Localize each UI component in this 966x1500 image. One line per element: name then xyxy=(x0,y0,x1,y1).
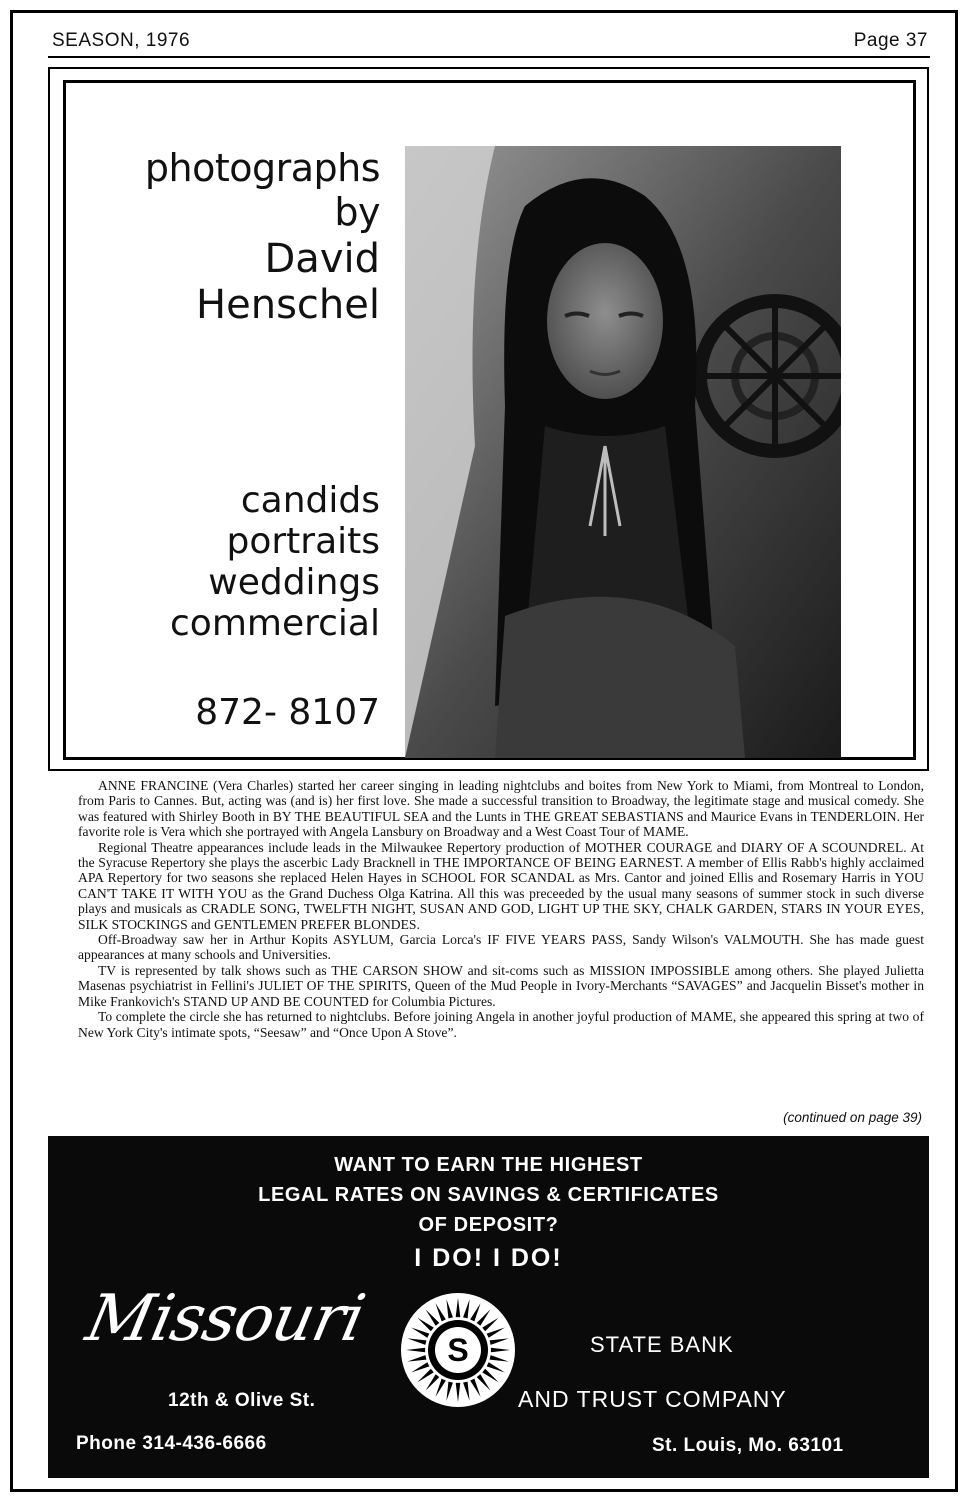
bank-ad xyxy=(48,1136,929,1478)
bio-paragraph: Regional Theatre appearances include leads in the Milwaukee Repertory production of MOTHER COURAGE and DIARY OF A SCOUNDREL. At the Syracuse Repertory she plays the ascerbic Lady Bracknell in THE IMPORTANCE OF BEING EARNEST. A member of Ellis Rabb's highly acclaimed APA Repertory for two seasons she replaced Helen Hayes in SCHOOL FOR SCANDAL as Mrs. Cantor and joined Ellis and Rosemary Harris in YOU CAN'T TAKE IT WITH YOU as the Grand Duchess Olga Katrina. All this was preceeded by the usual many seasons of summer stock in such diverse plays and musicals as CRADLE SONG, TWELFTH NIGHT, SUSAN AND GOD, LIGHT UP THE SKY, CHALK GARDEN, STARS IN YOUR EYES, SILK STOCKINGS and GENTLEMEN PREFER BLONDES. xyxy=(78,839,924,932)
bank-slogan: I DO! I DO! xyxy=(414,1244,563,1272)
bank-state-bank: STATE BANK xyxy=(590,1332,734,1357)
bank-address: 12th & Olive St. xyxy=(168,1390,316,1411)
bank-ad-question xyxy=(48,1150,929,1240)
question-line: LEGAL RATES ON SAVINGS & CERTIFICATES xyxy=(258,1184,719,1206)
photo-services-list xyxy=(90,480,380,644)
bank-phone: Phone 314-436-6666 xyxy=(76,1433,267,1454)
service-item: portraits xyxy=(226,521,380,562)
question-line: OF DEPOSIT? xyxy=(418,1214,559,1236)
actress-bio xyxy=(78,778,924,1040)
bio-paragraph: ANNE FRANCINE (Vera Charles) started her career singing in leading nightclubs and boites from New York to Miami, from Montreal to London, from Paris to Cannes. But, acting was (and is) her first love. She made a successful transition to Broadway, the legitimate stage and musical comedy. She was featured with Shirley Booth in BY THE BEAUTIFUL SEA and the Lunts in THE GREAT SEBASTIANS and Maurice Evans in TENDERLOIN. Her favorite role is Vera which she portrayed with Angela Lansbury on Broadway and a West Coast Tour of MAME. xyxy=(78,778,924,840)
bank-trust-company: AND TRUST COMPANY xyxy=(518,1386,787,1412)
header-rule xyxy=(48,56,930,58)
continued-note: (continued on page 39) xyxy=(783,1110,922,1125)
bank-city: St. Louis, Mo. 63101 xyxy=(652,1435,844,1456)
photo-ad-title: photographs by xyxy=(144,146,380,234)
service-item: candids xyxy=(240,480,380,521)
question-line: WANT TO EARN THE HIGHEST xyxy=(334,1154,643,1176)
portrait-photo xyxy=(405,146,841,758)
seal-letter: S xyxy=(447,1332,469,1368)
service-item: commercial xyxy=(170,603,380,644)
bank-seal-icon xyxy=(398,1290,518,1410)
photographer-last-name: Henschel xyxy=(196,282,380,328)
bio-paragraph: To complete the circle she has returned to nightclubs. Before joining Angela in another joyful production of MAME, she appeared this spring at two of New York City's intimate spots, “Seesaw” and “Once Upon A Stove”. xyxy=(78,1009,924,1040)
season-header: SEASON, 1976 xyxy=(52,30,191,51)
bio-paragraph: Off-Broadway saw her in Arthur Kopits ASYLUM, Garcia Lorca's IF FIVE YEARS PASS, Sandy Wilson's VALMOUTH. She has made guest appearances at many schools and Universities. xyxy=(78,932,924,963)
service-item: weddings xyxy=(208,562,380,603)
bank-script-logo: Missouri xyxy=(80,1282,371,1356)
bio-paragraph: TV is represented by talk shows such as THE CARSON SHOW and sit-coms such as MISSION IMPOSSIBLE among others. She played Julietta Masenas psychiatrist in Fellini's JULIET OF THE SPIRITS, Queen of the Mud People in Ivory-Merchants “SAVAGES” and Jacquelin Bisset's mother in Mike Frankovich's STAND UP AND BE COUNTED for Columbia Pictures. xyxy=(78,962,924,1009)
page-number: Page 37 xyxy=(853,30,928,51)
photographer-first-name: David xyxy=(264,236,380,282)
photographer-phone: 872- 8107 xyxy=(195,692,380,733)
